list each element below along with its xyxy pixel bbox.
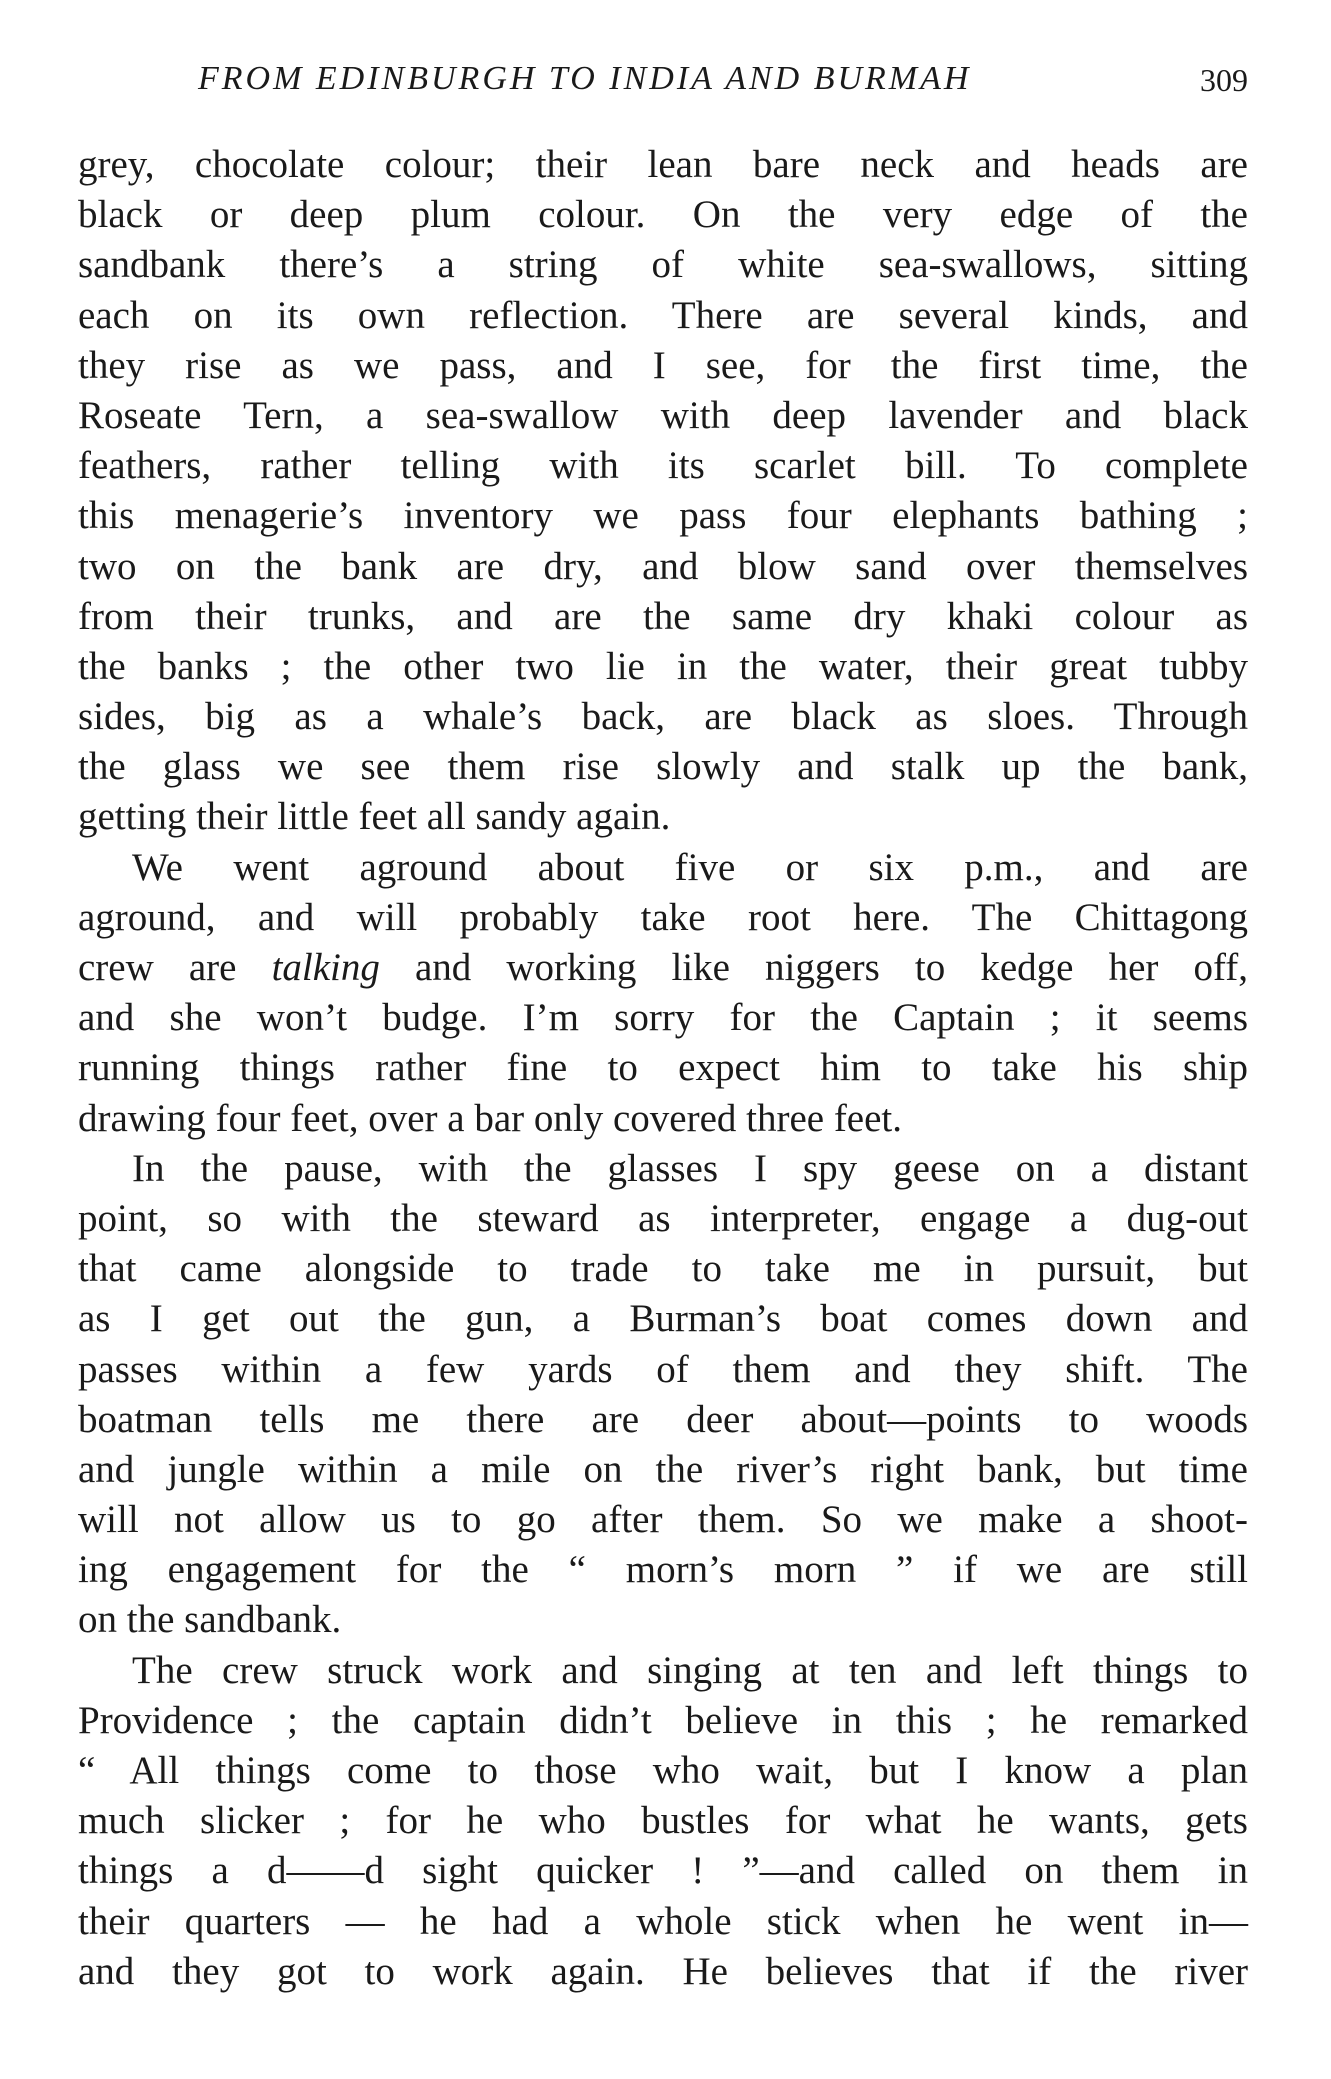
text-line: getting their little feet all sandy again. (78, 795, 671, 839)
text-line: the banks ; the other two lie in the water, their great tubby (78, 644, 1248, 688)
text-line: feathers, rather telling with its scarlet bill. To complete (78, 444, 1248, 488)
text-line: will not allow us to go after them. So we make a shoot- (78, 1498, 1248, 1542)
text-line: Providence ; the captain didn’t believe in this ; he remarked (78, 1698, 1248, 1742)
body-text (78, 140, 1248, 1997)
text-line: grey, chocolate colour; their lean bare neck and heads are (78, 143, 1248, 186)
text-line: running things rather fine to expect him to take his ship (78, 1046, 1248, 1090)
text-line: the glass we see them rise slowly and stalk up the bank, (78, 745, 1248, 789)
text-line: Roseate Tern, a sea-swallow with deep lavender and black (78, 393, 1248, 437)
text-line: each on its own reflection. There are several kinds, and (78, 293, 1248, 337)
text-line: as I get out the gun, a Burman’s boat comes down and (78, 1297, 1248, 1341)
text-segment: and working like niggers to kedge her off, (379, 946, 1248, 989)
text-line: this menagerie’s inventory we pass four elephants bathing ; (78, 494, 1248, 538)
page-number: 309 (1200, 62, 1248, 98)
text-line: and she won’t budge. I’m sorry for the Captain ; it seems (78, 996, 1248, 1040)
text-line: The crew struck work and singing at ten and left things to (132, 1648, 1248, 1692)
text-line: two on the bank are dry, and blow sand over themselves (78, 544, 1248, 588)
text-line: from their trunks, and are the same dry khaki colour as (78, 594, 1248, 638)
running-head: FROM EDINBURGH TO INDIA AND BURMAH (198, 60, 972, 97)
text-line: aground, and will probably take root here. The Chittagong (78, 895, 1248, 939)
page-header (78, 60, 1248, 110)
text-line: passes within a few yards of them and they shift. The (78, 1347, 1248, 1391)
text-line (78, 943, 1248, 993)
text-line: point, so with the steward as interpreter, engage a dug-out (78, 1196, 1248, 1240)
text-line: on the sandbank. (78, 1598, 342, 1642)
italic-word: talking (271, 946, 380, 989)
text-line: their quarters — he had a whole stick when he went in— (78, 1899, 1248, 1943)
text-line: they rise as we pass, and I see, for the first time, the (78, 343, 1248, 387)
text-line: In the pause, with the glasses I spy geese on a distant (132, 1146, 1248, 1190)
text-line: sandbank there’s a string of white sea-swallows, sitting (78, 243, 1248, 287)
text-line: things a d——d sight quicker ! ”—and called on them in (78, 1849, 1248, 1893)
text-line: black or deep plum colour. On the very edge of the (78, 193, 1248, 237)
text-line: much slicker ; for he who bustles for what he wants, gets (78, 1799, 1248, 1843)
text-line: that came alongside to trade to take me in pursuit, but (78, 1247, 1248, 1291)
text-line: “ All things come to those who wait, but I know a plan (78, 1749, 1248, 1792)
text-line: boatman tells me there are deer about—points to woods (78, 1397, 1248, 1441)
text-line: and they got to work again. He believes that if the river (78, 1949, 1248, 1993)
text-line: and jungle within a mile on the river’s right bank, but time (78, 1447, 1248, 1491)
text-segment: crew are (78, 946, 272, 989)
text-line: sides, big as a whale’s back, are black as sloes. Through (78, 695, 1248, 739)
text-line: drawing four feet, over a bar only covered three feet. (78, 1096, 903, 1140)
text-line: We went aground about five or six p.m., and are (132, 845, 1248, 889)
text-line: ing engagement for the “ morn’s morn ” if we are still (78, 1548, 1248, 1592)
